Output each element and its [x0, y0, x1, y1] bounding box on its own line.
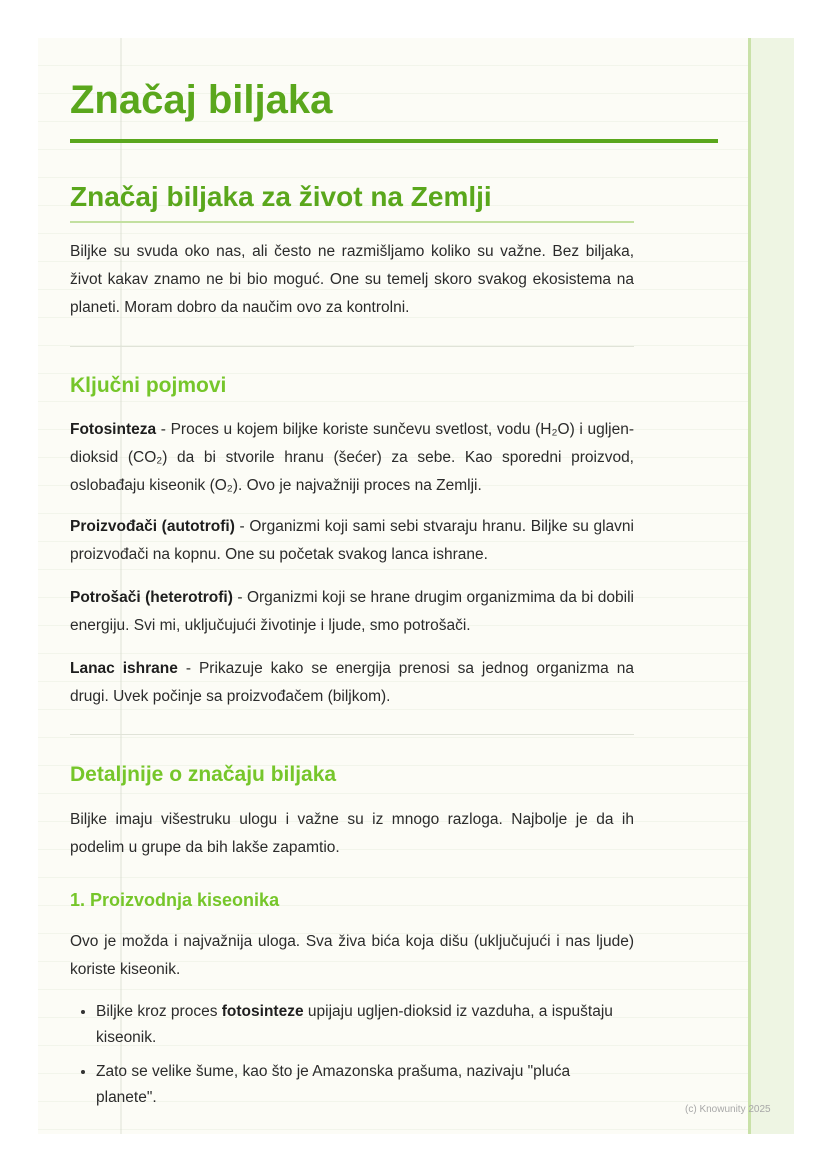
subsection-heading: 1. Proizvodnja kiseonika [70, 890, 280, 910]
term-definition: - Prikazuje kako se energija prenosi sa jednog organizma na drugi. Uvek počinje sa proizvođačem (biljkom). [70, 660, 634, 705]
title-block [70, 38, 634, 124]
term-name: Potrošači (heterotrofi) [70, 589, 233, 606]
list-item: • Zato se velike šume, kao što je Amazonska prašuma, nazivaju "pluća planete". [96, 1059, 634, 1111]
term-fotosinteza [70, 416, 634, 500]
term-name: Fotosinteza [70, 421, 157, 438]
term-definition: - Organizmi koji se hrane drugim organizmima da bi dobili energiju. Svi mi, uključujući životinje i ljude, smo potrošači. [70, 589, 634, 634]
term-proizvodjaci [70, 513, 634, 569]
page-title: Značaj biljaka [70, 78, 333, 122]
details-heading: Detaljnije o značaju biljaka [70, 763, 337, 786]
details-intro-block [70, 806, 634, 862]
term-lanac-ishrane [70, 655, 634, 711]
bullet-list [70, 999, 634, 1119]
side-margin-strip [748, 38, 794, 1134]
term-definition: - Organizmi koji sami sebi stvaraju hranu. Biljke su glavni proizvođači na kopnu. One su početak svakog lanca ishrane. [70, 518, 634, 563]
details-intro: Biljke imaju višestruku ulogu i važne su iz mnogo razloga. Najbolje je da ih podelim u grupe da bih lakše zapamtio. [70, 811, 634, 856]
section-heading-block [70, 180, 634, 214]
section-underline [70, 221, 634, 223]
term-name: Lanac ishrane [70, 660, 178, 677]
list-item: • Biljke kroz proces fotosinteze upijaju ugljen-dioksid iz vazduha, a ispuštaju kiseonik. [96, 999, 634, 1051]
intro-paragraph: Biljke su svuda oko nas, ali često ne razmišljamo koliko su važne. Bez biljaka, život kakav znamo ne bi bio moguć. One su temelj skoro svakog ekosistema na planeti. Moram dobro da naučim ovo za kontrolni. [70, 243, 634, 316]
key-terms-heading: Ključni pojmovi [70, 374, 227, 397]
subsection-text-block [70, 928, 634, 984]
term-name: Proizvođači (autotrofi) [70, 518, 235, 535]
key-terms-heading-block [70, 372, 634, 400]
section-title: Značaj biljaka za život na Zemlji [70, 181, 492, 212]
subsection-text: Ovo je možda i najvažnija uloga. Sva živa bića koja dišu (uključujući i nas ljude) koriste kiseonik. [70, 933, 634, 978]
divider [70, 346, 634, 347]
term-definition: - Proces u kojem biljke koriste sunčevu svetlost, vodu (H₂O) i ugljen-dioksid (CO₂) da bi stvorile hranu (šećer) za sebe. Kao sporedni proizvod, oslobađaju kiseonik (O₂). Ovo je najvažniji proces na Zemlji. [70, 421, 634, 494]
title-underline [70, 139, 718, 143]
subsection-heading-block [70, 887, 634, 913]
divider [70, 734, 634, 735]
copyright-footer: (c) Knowunity 2025 [685, 1104, 771, 1115]
details-heading-block [70, 761, 634, 789]
term-potrosaci [70, 584, 634, 640]
intro-block [70, 238, 634, 322]
